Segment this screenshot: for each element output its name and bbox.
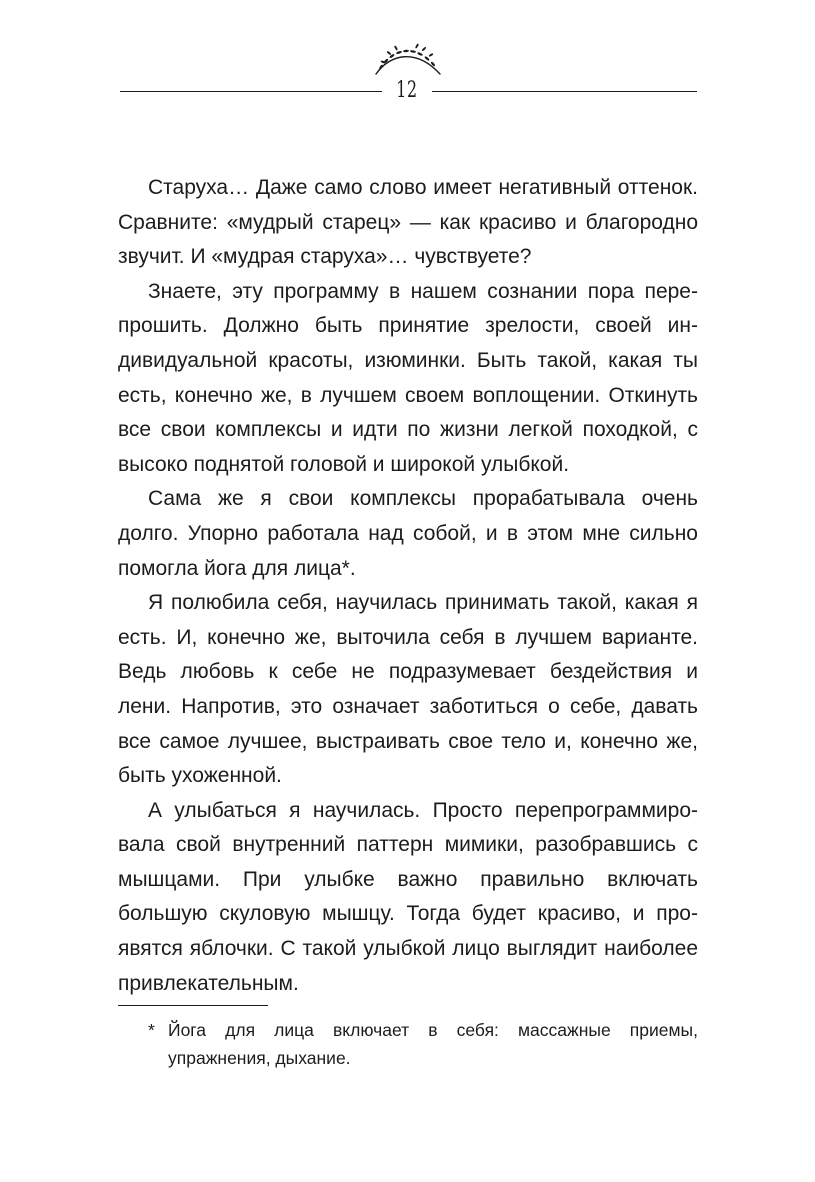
paragraph: Я полюбила себя, научилась принимать такой, какая я есть. И, конечно же, выточила себя в лучшем варианте. Ведь любовь к себе не подразумевает бездействия и лени. Напротив, это означает заботиться о себе, давать все самое лучшее, выстраивать свое тело и, конечно же, быть ухоженной. [118,591,698,788]
paragraph: Знаете, эту программу в нашем сознании пора перепрошить. Должно быть принятие зрелости, своей индивидуальной красоты, изюминки. Быть такой, какая ты есть, конечно же, в лучшем своем воплощении. Откинуть все свои комплексы и идти по жизни легкой походкой, с высоко поднятой головой и широкой улыбкой. [118,279,698,476]
main-text [118,171,698,1001]
footnote-text: Йога для лица включает в себя: массажные приемы, упражнения, дыхание. [168,1020,698,1068]
header-rule-left [120,91,382,92]
footnote-mark: * [148,1020,155,1040]
page-header [0,40,815,110]
paragraph: Сама же я свои комплексы прорабатывала очень долго. Упорно работала над собой, и в этом мне сильно помогла йога для лица*. [118,487,698,580]
paragraph: Старуха… Даже само слово имеет негативный оттенок. Сравните: «мудрый старец» — как красиво и благородно звучит. И «мудрая старуха»… чувствуете? [118,176,698,269]
footnote [148,1016,698,1072]
page-number: 12 [396,78,418,103]
footnote-separator [118,1005,268,1006]
paragraph: А улыбаться я научилась. Просто перепрограммировала свой внутренний паттерн мимики, разобравшись с мышцами. При улыбке важно правильно включать большую скуловую мышцу. Тогда будет красиво, и проявятся яблочки. С такой улыбкой лицо выглядит наиболее привлекательным. [118,798,698,995]
header-rule-right [432,91,697,92]
